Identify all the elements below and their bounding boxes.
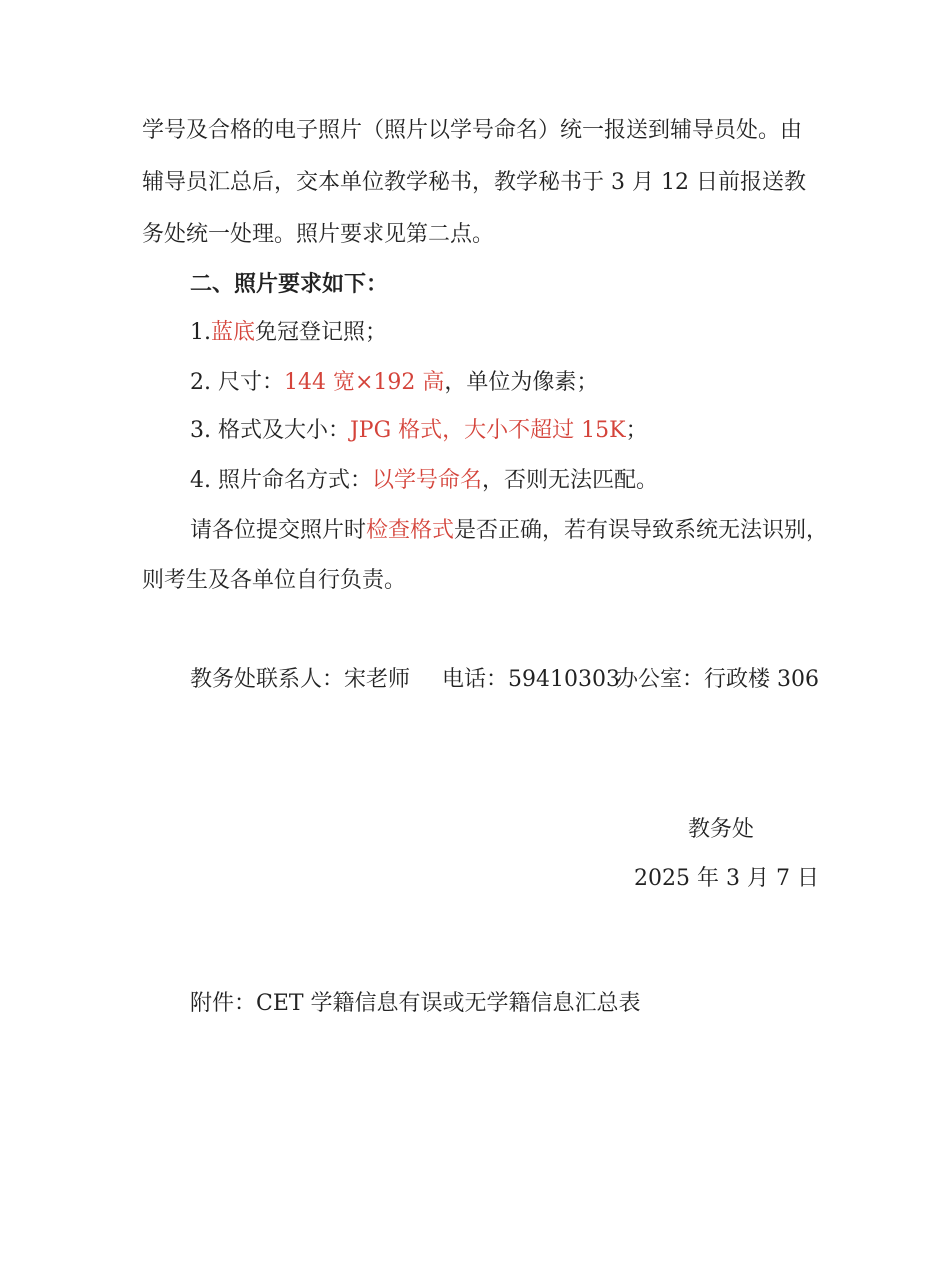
item3-prefix: 3. 格式及大小： [190,418,350,443]
paragraph1-line1: 学号及合格的电子照片（照片以学号命名）统一报送到辅导员处。由 [142,118,803,143]
item3-highlight: JPG 格式，大小不超过 15K [349,418,626,443]
contact-office: 办公室：行政楼 306 [616,667,819,692]
section2-heading: 二、照片要求如下： [190,271,389,297]
notice-line2: 则考生及各单位自行负责。 [142,568,407,593]
item4-rest: ，否则无法匹配。 [482,468,659,493]
notice-line1 [190,516,828,546]
notice-rest: 是否正确，若有误导致系统无法识别， [454,518,829,543]
item3-rest: ； [625,418,648,443]
signature-dept: 教务处 [688,817,755,842]
item1-highlight: 蓝底 [211,320,256,345]
contact-person: 教务处联系人：宋老师 [190,667,411,692]
item2-prefix: 2. 尺寸： [190,370,284,395]
paragraph1-line3: 务处统一处理。照片要求见第二点。 [142,222,495,247]
requirement-item-2 [190,368,598,398]
notice-prefix: 请各位提交照片时 [190,518,367,543]
requirement-item-1 [190,318,387,348]
item4-prefix: 4. 照片命名方式： [190,468,372,493]
attachment-note: 附件：CET 学籍信息有误或无学籍信息汇总表 [190,991,641,1016]
item2-highlight: 144 宽×192 高 [283,370,445,395]
signature-date: 2025 年 3 月 7 日 [634,866,819,891]
item1-rest: 免冠登记照； [255,320,388,345]
item2-rest: ，单位为像素； [444,370,599,395]
requirement-item-4 [190,466,658,496]
notice-highlight: 检查格式 [366,518,455,543]
item1-number: 1. [190,320,211,345]
item4-highlight: 以学号命名 [371,468,482,493]
contact-phone: 电话：59410303 [442,667,620,692]
paragraph1-line2: 辅导员汇总后，交本单位教学秘书，教学秘书于 3 月 12 日前报送教 [142,170,806,195]
requirement-item-3 [190,416,648,446]
